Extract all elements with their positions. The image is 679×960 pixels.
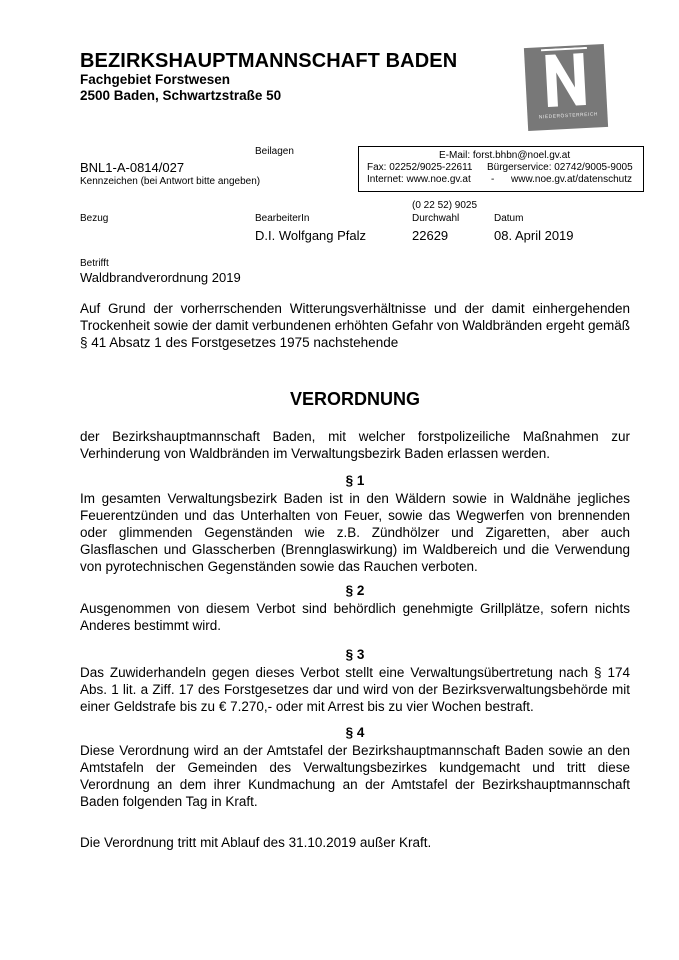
section-1-text: Im gesamten Verwaltungsbezirk Baden ist in den Wäldern sowie in Waldnähe jegliches Feuerentzünden und das Unterhalten von Feuer, sowie das Wegwerfen von brennenden oder glimmenden Gegenständen wie z.B. Zündhölzer und Zigaretten, aber auch Glasflaschen und Glasscherben (Brennglaswirkung) im Waldbereich und die Verwendung von pyrotechnischen Gegenständen sowie das Rauchen verboten.: [80, 491, 630, 574]
reference-note: Kennzeichen (bei Antwort bitte angeben): [80, 176, 261, 187]
betrifft-label: Betrifft: [80, 258, 109, 269]
bearbeiter-label: BearbeiterIn: [255, 213, 310, 224]
bearbeiter-value: D.I. Wolfgang Pfalz: [255, 228, 367, 243]
section-1-heading: § 1: [345, 473, 365, 488]
section-2-text: Ausgenommen von diesem Verbot sind behördlich genehmigte Grillplätze, sofern nichts Anderes bestimmt wird.: [80, 601, 630, 633]
section-4-heading: § 4: [345, 725, 365, 740]
contact-service: Bürgerservice: 02742/9005-9005: [487, 162, 633, 173]
section-3-heading: § 3: [345, 647, 365, 662]
preamble-paragraph: der Bezirkshauptmannschaft Baden, mit welcher forstpolizeiliche Maßnahmen zur Verhinderung von Waldbränden im Verwaltungsbezirk Baden erlassen werden.: [80, 429, 630, 461]
department-name: Fachgebiet Forstwesen: [80, 72, 231, 87]
contact-fax: Fax: 02252/9025-22611: [367, 162, 473, 173]
logo-caption: NIEDERÖSTERREICH: [538, 112, 599, 121]
contact-box: [358, 146, 644, 192]
contact-email[interactable]: E-Mail: forst.bhbn@noel.gv.at: [439, 150, 571, 161]
contact-internet[interactable]: Internet: www.noe.gv.at: [367, 174, 471, 185]
section-2-heading: § 2: [345, 583, 365, 598]
beilagen-label: Beilagen: [255, 146, 294, 157]
contact-privacy-link[interactable]: www.noe.gv.at/datenschutz: [511, 174, 632, 185]
document-title: VERORDNUNG: [289, 389, 420, 409]
durchwahl-value: 22629: [412, 228, 449, 243]
bezug-label: Bezug: [80, 213, 109, 224]
noe-logo-icon: [524, 44, 608, 131]
betrifft-value: Waldbrandverordnung 2019: [80, 270, 241, 285]
office-address: 2500 Baden, Schwartzstraße 50: [80, 88, 282, 103]
phone-prefix: (0 22 52) 9025: [412, 200, 478, 211]
datum-value: 08. April 2019: [494, 228, 574, 243]
logo-letter-n: [541, 47, 590, 113]
datum-label: Datum: [494, 213, 524, 224]
durchwahl-label: Durchwahl: [412, 213, 460, 224]
section-3-text: Das Zuwiderhandeln gegen dieses Verbot stellt eine Verwaltungsübertretung nach § 174 Abs. 1 lit. a Ziff. 17 des Forstgesetzes dar und wird von der Bezirksverwaltungsbehörde mit einer Geldstrafe bis zu € 7.270,- oder mit Arrest bis zu vier Wochen bestraft.: [80, 665, 630, 714]
contact-dash: -: [491, 174, 495, 185]
closing-paragraph: Die Verordnung tritt mit Ablauf des 31.10.2019 außer Kraft.: [80, 835, 432, 850]
intro-paragraph: Auf Grund der vorherrschenden Witterungsverhältnisse und der damit einhergehenden Trockenheit sowie der damit verbundenen erhöhten Gefahr von Waldbränden ergeht gemäß § 41 Absatz 1 des Forstgesetzes 1975 nachstehende: [80, 301, 630, 350]
section-4-text: Diese Verordnung wird an der Amtstafel der Bezirkshauptmannschaft Baden sowie an den Amtstafeln der Gemeinden des Verwaltungsbezirkes kundgemacht und tritt diese Verordnung an dem ihrer Kundmachung an der Amtstafel der Bezirkshauptmannschaft Baden folgenden Tag in Kraft.: [80, 743, 630, 809]
office-name: BEZIRKSHAUPTMANNSCHAFT BADEN: [80, 50, 458, 72]
reference-number: BNL1-A-0814/027: [80, 160, 185, 175]
